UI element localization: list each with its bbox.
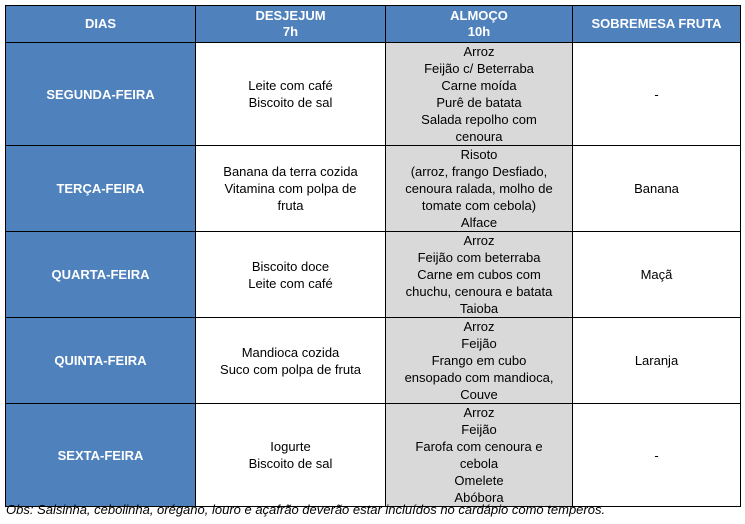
fruta-line: Laranja (634, 353, 679, 368)
desjejum-cell (196, 146, 386, 232)
header-row (6, 6, 741, 43)
header-almoco-label: ALMOÇO (450, 8, 508, 23)
desjejum-cell (196, 318, 386, 404)
fruta-line: Banana (634, 181, 679, 196)
almoco-line: ensopado com mandioca, (404, 370, 554, 385)
almoco-line: (arroz, frango Desfiado, (410, 164, 548, 179)
desjejum-line: Suco com polpa de fruta (220, 361, 361, 377)
desjejum-cell (196, 43, 386, 146)
observation-note: Obs: Salsinha, cebolinha, orégano, louro e açafrão deverão estar incluídos no cardápio como temperos. (6, 502, 606, 517)
fruta-line: - (654, 86, 659, 102)
almoco-line: Arroz (463, 319, 495, 334)
header-almoco (386, 6, 573, 43)
almoco-line: Arroz (463, 233, 495, 248)
desjejum-line: Leite com café (248, 78, 333, 93)
almoco-line: Alface (460, 215, 498, 230)
fruta-cell (573, 232, 741, 318)
day-cell: SEXTA-FEIRA (6, 404, 196, 507)
fruta-cell (573, 318, 741, 404)
almoco-cell (386, 232, 573, 318)
table-row (6, 404, 741, 507)
header-dias: DIAS (6, 6, 196, 43)
almoco-line: Feijão (461, 422, 497, 437)
almoco-line: cenoura ralada, molho de (405, 181, 553, 196)
almoco-line: Feijão c/ Beterraba (424, 61, 534, 76)
header-desjejum (196, 6, 386, 43)
desjejum-line: Mandioca cozida (241, 344, 340, 360)
header-desjejum-time: 7h (282, 24, 299, 39)
table-row (6, 146, 741, 232)
desjejum-line: Banana da terra cozida (223, 164, 358, 179)
almoco-line: Carne moída (441, 78, 517, 93)
fruta-cell (573, 43, 741, 146)
almoco-cell (386, 146, 573, 232)
header-sobremesa: SOBREMESA FRUTA (573, 6, 741, 43)
day-cell: TERÇA-FEIRA (6, 146, 196, 232)
desjejum-cell (196, 404, 386, 507)
almoco-line: Carne em cubos com (417, 267, 541, 282)
day-cell: QUARTA-FEIRA (6, 232, 196, 318)
almoco-line: chuchu, cenoura e batata (405, 284, 553, 299)
header-desjejum-label: DESJEJUM (255, 8, 326, 23)
desjejum-line: Leite com café (248, 275, 333, 291)
desjejum-line: Biscoito de sal (248, 95, 333, 110)
desjejum-cell (196, 232, 386, 318)
almoco-line: Abóbora (454, 490, 504, 505)
desjejum-line: fruta (277, 198, 304, 213)
table-row (6, 318, 741, 404)
desjejum-line: Biscoito doce (251, 258, 330, 274)
almoco-cell (386, 318, 573, 404)
almoco-line: Omelete (454, 473, 504, 488)
almoco-line: Arroz (463, 405, 495, 420)
day-cell: SEGUNDA-FEIRA (6, 43, 196, 146)
almoco-cell (386, 43, 573, 146)
desjejum-line: Biscoito de sal (248, 456, 333, 471)
almoco-line: Couve (460, 387, 498, 402)
fruta-cell (573, 404, 741, 507)
almoco-line: tomate com cebola) (421, 198, 537, 213)
header-almoco-time: 10h (467, 24, 491, 39)
almoco-line: Farofa com cenoura e (415, 439, 543, 454)
almoco-line: Arroz (463, 44, 495, 59)
almoco-cell (386, 404, 573, 507)
desjejum-line: Vitamina com polpa de (224, 181, 357, 196)
almoco-line: cenoura (455, 129, 503, 144)
almoco-line: Feijão (461, 336, 497, 351)
almoco-line: Feijão com beterraba (417, 250, 541, 265)
almoco-line: Risoto (460, 147, 498, 162)
almoco-line: Taioba (459, 301, 499, 316)
table-row (6, 43, 741, 146)
almoco-line: Frango em cubo (431, 353, 527, 368)
almoco-line: cebola (459, 456, 499, 471)
almoco-line: Salada repolho com (421, 112, 537, 127)
fruta-line: Maçã (640, 267, 673, 282)
fruta-line: - (654, 447, 659, 463)
menu-table (5, 5, 741, 507)
day-cell: QUINTA-FEIRA (6, 318, 196, 404)
fruta-cell (573, 146, 741, 232)
desjejum-line: Iogurte (270, 439, 311, 454)
table-row (6, 232, 741, 318)
almoco-line: Purê de batata (436, 95, 522, 110)
